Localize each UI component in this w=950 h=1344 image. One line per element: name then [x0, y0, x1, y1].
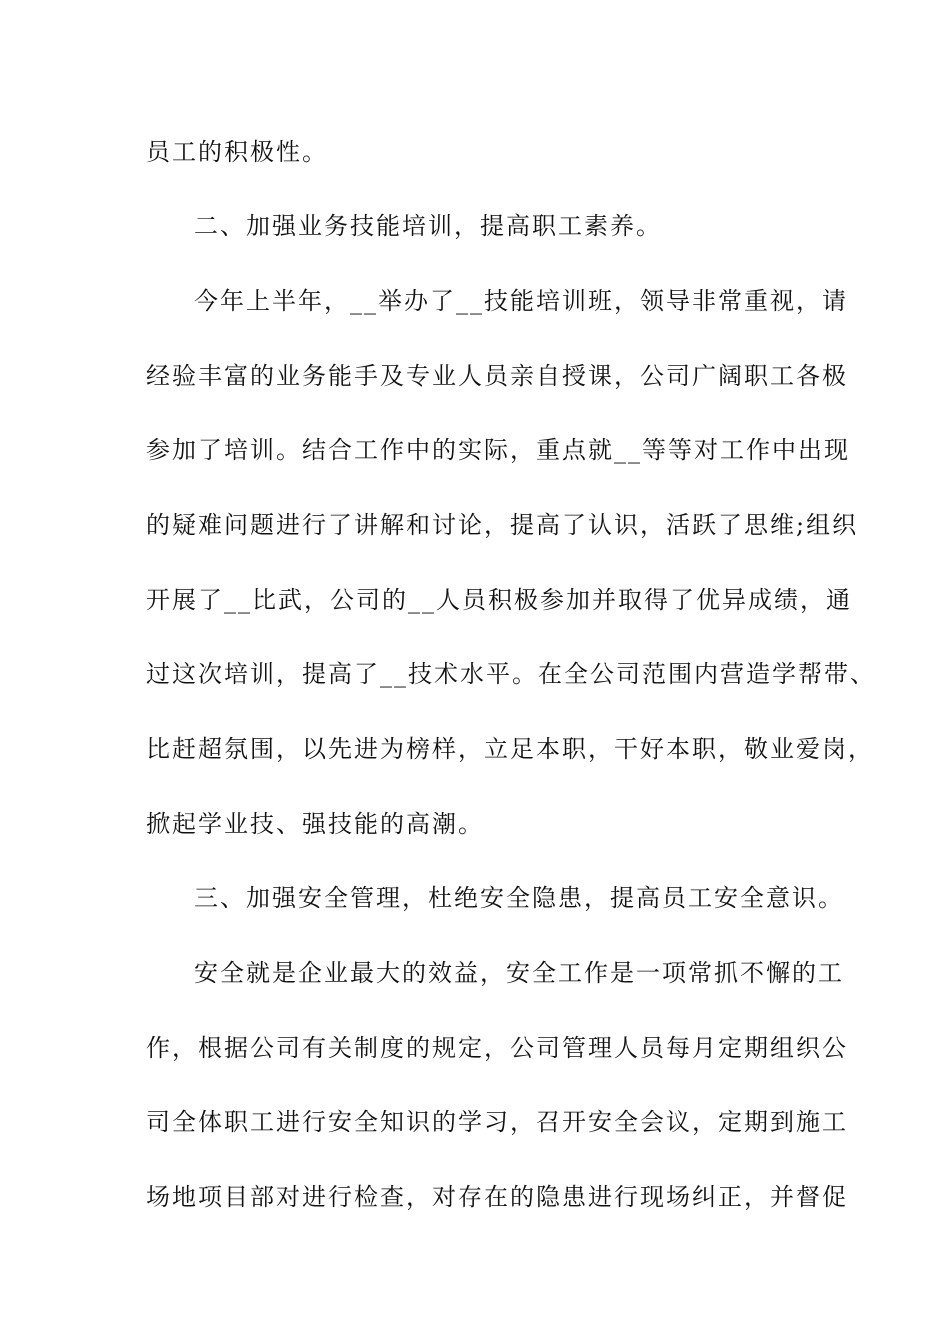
- paragraph-line: 作，根据公司有关制度的规定，公司管理人员每月定期组织公: [146, 1034, 848, 1062]
- paragraph-line: 掀起学业技、强技能的高潮。: [146, 810, 484, 838]
- paragraph-line: 开展了__比武，公司的__人员积极参加并取得了优异成绩，通: [146, 586, 852, 614]
- paragraph-line: 今年上半年，__举办了__技能培训班，领导非常重视，请: [194, 287, 848, 315]
- paragraph-line: 司全体职工进行安全知识的学习，召开安全会议，定期到施工: [146, 1108, 848, 1136]
- paragraph-line: 的疑难问题进行了讲解和讨论，提高了认识，活跃了思维;组织: [146, 511, 859, 539]
- section-heading: 二、加强业务技能培训，提高职工素养。: [194, 212, 662, 240]
- paragraph-line: 员工的积极性。: [146, 138, 328, 166]
- paragraph-line: 参加了培训。结合工作中的实际，重点就__等等对工作中出现: [146, 436, 850, 464]
- paragraph-line: 比赶超氛围，以先进为榜样，立足本职，干好本职，敬业爱岗，: [146, 735, 874, 763]
- paragraph-line: 安全就是企业最大的效益，安全工作是一项常抓不懈的工: [194, 959, 844, 987]
- paragraph-line: 经验丰富的业务能手及专业人员亲自授课，公司广阔职工各极: [146, 362, 848, 390]
- paragraph-line: 场地项目部对进行检查，对存在的隐患进行现场纠正，并督促: [146, 1183, 848, 1211]
- paragraph-line: 过这次培训，提高了__技术水平。在全公司范围内营造学帮带、: [146, 660, 876, 688]
- section-heading: 三、加强安全管理，杜绝安全隐患，提高员工安全意识。: [194, 884, 844, 912]
